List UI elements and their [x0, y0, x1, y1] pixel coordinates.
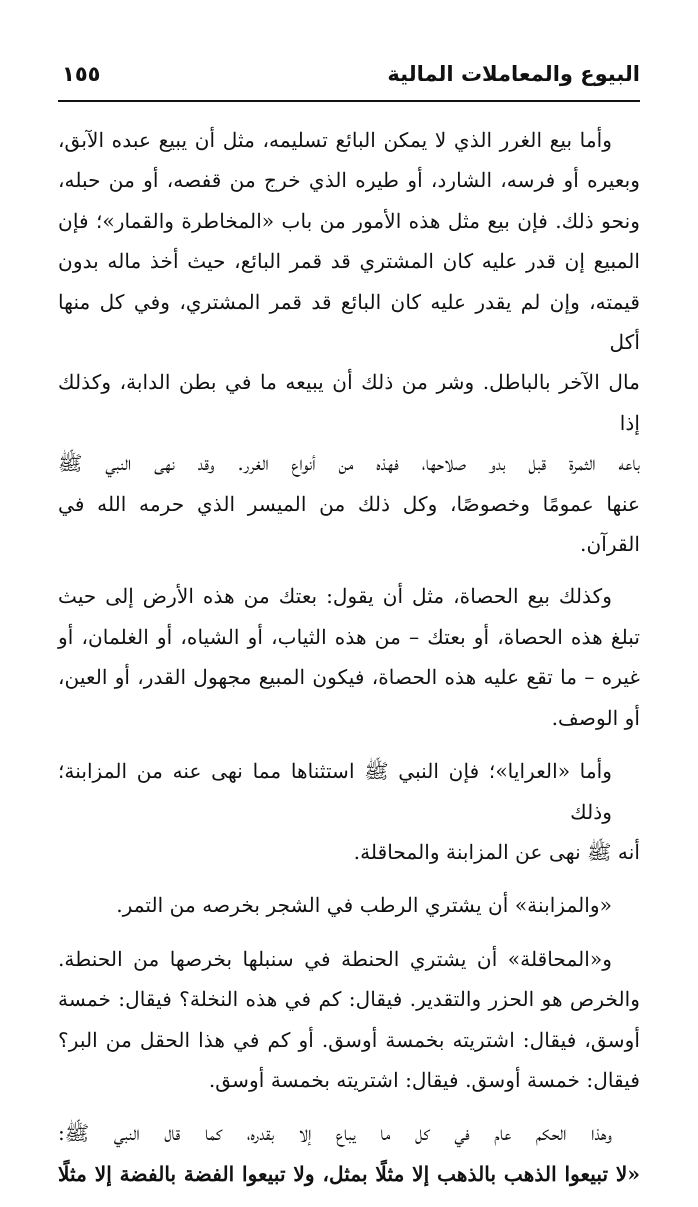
- paragraph-hukm: [58, 1113, 640, 1194]
- paragraph-hasat: [58, 576, 640, 738]
- text-line: والخرص هو الحزر والتقدير. فيقال: كم في هذه النخلة؟ فيقال: خمسة: [58, 987, 640, 1012]
- text-line: تبلغ هذه الحصاة، أو بعتك – من هذه الثياب، أو الشياه، أو الغلمان، أو: [58, 624, 640, 649]
- page-body: [58, 120, 640, 1207]
- text-line: عنها عمومًا وخصوصًا، وكل ذلك من الميسر الذي حرمه الله في القرآن.: [58, 491, 640, 557]
- text-line: فيقال: خمسة أوسق. فيقال: اشتريته بخمسة أوسق.: [208, 1067, 640, 1092]
- text-line: وأما «العرايا»؛ فإن النبي ﷺ استثناها مما نهى عنه من المزابنة؛ وذلك: [58, 759, 612, 824]
- text-line: و«المحاقلة» أن يشتري الحنطة في سنبلها بخرصها من الحنطة.: [58, 946, 612, 971]
- text-line: قيمته، وإن لم يقدر عليه كان البائع قد قمر المشتري، وفي كل منها أكل: [58, 289, 640, 355]
- paragraph-muhaqala: [58, 939, 640, 1101]
- text-line: غيره – ما تقع عليه هذه الحصاة، فيكون المبيع مجهول القدر، أو العين،: [58, 665, 640, 690]
- header-divider: [58, 100, 640, 102]
- text-line: «والمزابنة» أن يشتري الرطب في الشجر بخرصه من التمر.: [116, 893, 612, 918]
- text-line: وكذلك بيع الحصاة، مثل أن يقول: بعتك من هذه الأرض إلى حيث: [58, 584, 612, 609]
- paragraph-araya: [58, 751, 640, 872]
- paragraph-gharar: [58, 120, 640, 564]
- text-line: مال الآخر بالباطل. وشر من ذلك أن يبيعه ما في بطن الدابة، وكذلك إذا: [58, 370, 640, 435]
- text-line: وهذا الحكم عام في كل ما يباع إلا بقدره، كما قال النبي ﷺ:: [58, 1121, 612, 1146]
- page-header: [56, 58, 640, 98]
- text-line: أوسق، فيقال: اشتريته بخمسة أوسق. أو كم في هذا الحقل من البر؟: [58, 1027, 640, 1052]
- text-line: وأما بيع الغرر الذي لا يمكن البائع تسليمه، مثل أن يبيع عبده الآبق،: [58, 128, 612, 152]
- text-line: المبيع إن قدر عليه كان المشتري قد قمر البائع، حيث أخذ ماله بدون: [58, 249, 640, 274]
- text-line: باعه الثمرة قبل بدو صلاحها، فهذه من أنواع الغرر. وقد نهى النبي ﷺ: [58, 451, 640, 476]
- paragraph-muzabana: [58, 885, 640, 925]
- text-line: ونحو ذلك. فإن بيع مثل هذه الأمور من باب «المخاطرة والقمار»؛ فإن: [58, 208, 640, 233]
- page-number: ١٥٥: [62, 62, 101, 86]
- text-line: أو الوصف.: [551, 705, 640, 730]
- text-line: وبعيره أو فرسه، الشارد، أو طيره الذي خرج من قفصه، أو من حبله،: [58, 168, 640, 193]
- text-line: أنه ﷺ نهى عن المزابنة والمحاقلة.: [353, 839, 640, 864]
- running-title: البيوع والمعاملات المالية: [387, 62, 640, 86]
- hadith-quote-line: «لا تبيعوا الذهب بالذهب إلا مثلًا بمثل، ولا تبيعوا الفضة بالفضة إلا مثلًا: [58, 1161, 640, 1186]
